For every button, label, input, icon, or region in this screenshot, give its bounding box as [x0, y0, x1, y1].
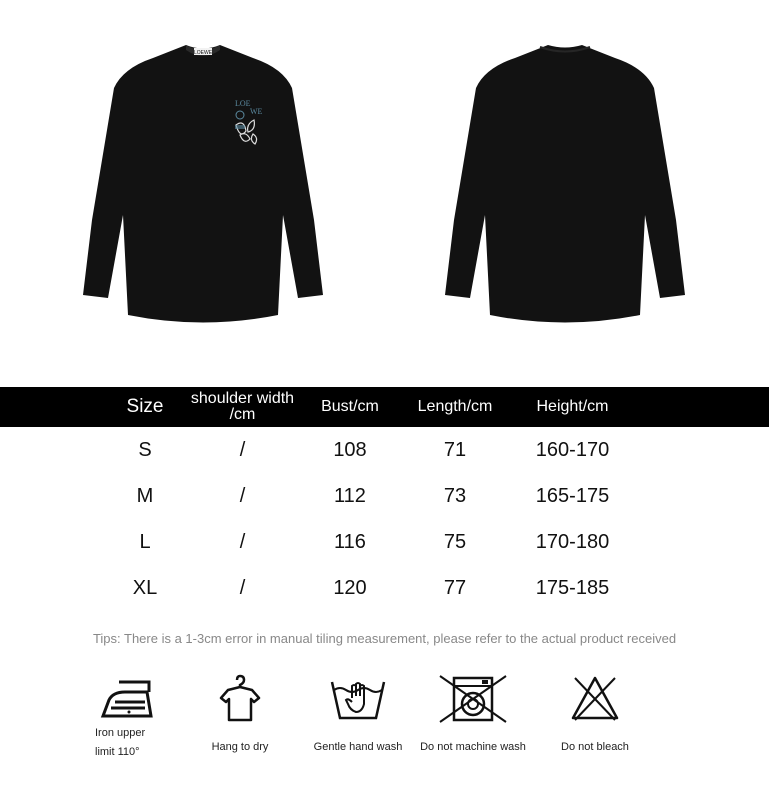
care-label: Iron upper limit 110°: [95, 727, 146, 758]
shirt-back-image: [440, 40, 690, 325]
care-label: Gentle hand wash: [313, 741, 403, 753]
iron-icon: [97, 674, 157, 724]
care-item-hand-wash: [298, 674, 418, 757]
header-length: Length/cm: [417, 398, 493, 415]
table-row: [0, 565, 769, 611]
table-row: [0, 427, 769, 473]
care-item-hang: [180, 674, 300, 757]
cell-shoulder: /: [239, 576, 246, 599]
care-item-iron: [67, 674, 187, 762]
cell-height: 170-180: [535, 530, 610, 553]
header-bust: Bust/cm: [321, 398, 379, 415]
care-label: Hang to dry: [211, 741, 269, 753]
size-table: [0, 387, 769, 611]
cell-bust: 116: [334, 530, 366, 553]
care-label: Do not bleach: [561, 741, 629, 753]
care-label: Do not machine wash: [420, 741, 526, 753]
cell-length: 71: [443, 438, 467, 461]
cell-size: M: [136, 484, 154, 507]
cell-height: 160-170: [535, 438, 610, 461]
collar-tag-text: LOEWE: [193, 50, 213, 56]
cell-height: 175-185: [535, 576, 610, 599]
header-shoulder-width: shoulder width /cm: [190, 390, 295, 423]
cell-shoulder: /: [239, 484, 246, 507]
cell-bust: 112: [334, 484, 366, 507]
svg-text:WE: WE: [250, 107, 263, 116]
care-item-no-machine-wash: [413, 674, 533, 757]
cell-height: 165-175: [535, 484, 610, 507]
cell-length: 75: [443, 530, 467, 553]
table-row: [0, 519, 769, 565]
header-size: Size: [126, 396, 164, 417]
cell-size: S: [138, 438, 152, 461]
header-height: Height/cm: [536, 398, 609, 415]
cell-bust: 120: [333, 576, 367, 599]
cell-length: 77: [443, 576, 467, 599]
shirt-front-image: [78, 40, 328, 325]
cell-bust: 108: [333, 438, 367, 461]
size-table-header: [0, 387, 769, 427]
table-row: [0, 473, 769, 519]
no-bleach-icon: [565, 674, 625, 724]
hand-wash-icon: [328, 674, 388, 724]
hanger-icon: [215, 674, 265, 724]
svg-text:LOE: LOE: [235, 99, 251, 108]
cell-size: XL: [132, 576, 158, 599]
cell-shoulder: /: [239, 530, 246, 553]
care-item-no-bleach: [535, 674, 655, 757]
cell-shoulder: /: [239, 438, 246, 461]
cell-length: 73: [443, 484, 467, 507]
cell-size: L: [139, 530, 151, 553]
no-machine-wash-icon: [438, 674, 508, 724]
measurement-tips: Tips: There is a 1-3cm error in manual tiling measurement, please refer to the actual product received: [92, 631, 677, 646]
